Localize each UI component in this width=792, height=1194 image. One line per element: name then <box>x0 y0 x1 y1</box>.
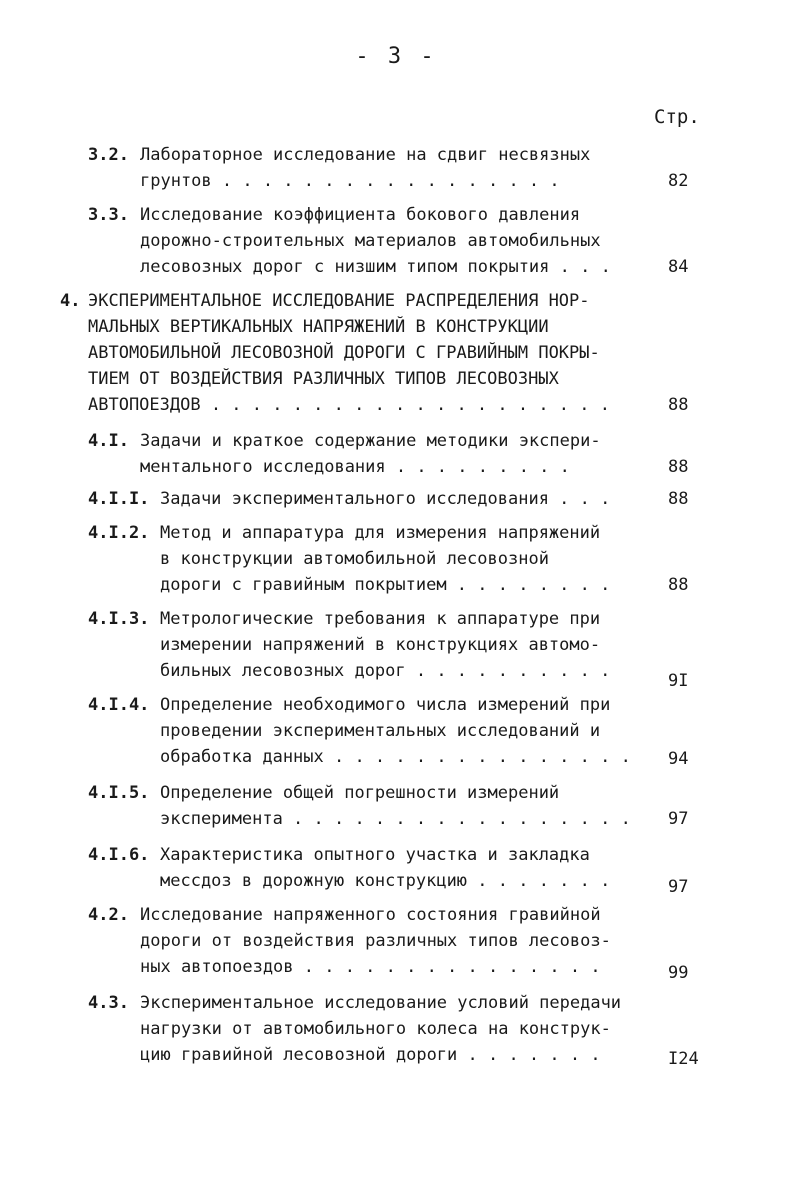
toc-entry <box>88 692 689 770</box>
toc-entry-title: Определение общей погрешности измерений <box>160 783 560 803</box>
toc-entry <box>60 288 689 418</box>
toc-entry-page: 88 <box>668 395 689 415</box>
toc-entry-title: нагрузки от автомобильного колеса на конструк- <box>140 1019 611 1039</box>
toc-entry-title: грунтов . . . . . . . . . . . . . . . . . <box>140 171 560 191</box>
toc-entry-number: 4.I.I. <box>88 489 150 509</box>
toc-entry-number: 4.3. <box>88 993 129 1013</box>
toc-entry <box>88 780 689 832</box>
toc-entry-title: дорожно-строительных материалов автомобильных <box>140 231 601 251</box>
toc-entry-number: 4.I. <box>88 431 129 451</box>
toc-entry-number: 4.I.4. <box>88 695 150 715</box>
toc-entry-number: 4.I.2. <box>88 523 150 543</box>
toc-entry <box>88 902 689 983</box>
toc-entry-title: Лабораторное исследование на сдвиг несвязных <box>140 145 591 165</box>
toc-entry-title: Метрологические требования к аппаратуре при <box>160 609 601 629</box>
toc-entry-title: Определение необходимого числа измерений при <box>160 695 611 715</box>
toc-entry-title: ментального исследования . . . . . . . . . <box>140 457 570 477</box>
toc-entry-title: эксперимента . . . . . . . . . . . . . . . . . <box>160 809 631 829</box>
toc-entry-number: 3.2. <box>88 145 129 165</box>
toc-entry <box>88 990 699 1069</box>
toc-entry <box>88 486 689 512</box>
toc-entry-title: Исследование напряженного состояния гравийной <box>140 905 601 925</box>
toc-entry-title: бильных лесовозных дорог . . . . . . . . . . <box>160 661 611 681</box>
toc-entry <box>88 606 689 691</box>
toc-entry-title: Метод и аппаратура для измерения напряжений <box>160 523 601 543</box>
toc-entry-number: 4.I.6. <box>88 845 150 865</box>
toc-entry-title: Характеристика опытного участка и закладка <box>160 845 590 865</box>
page-number: - 3 - <box>355 44 437 69</box>
toc-entry-title: мессдоз в дорожную конструкцию . . . . . . . <box>160 871 611 891</box>
toc-entry-page: 88 <box>668 489 689 509</box>
toc-entry-page: 97 <box>668 809 689 829</box>
toc-entry-title: АВТОМОБИЛЬНОЙ ЛЕСОВОЗНОЙ ДОРОГИ С ГРАВИЙНЫМ ПОКРЫ- <box>88 343 600 363</box>
toc-entry-number: 4.I.5. <box>88 783 150 803</box>
toc-entry-title: Исследование коэффициента бокового давления <box>140 205 581 225</box>
toc-entry-title: МАЛЬНЫХ ВЕРТИКАЛЬНЫХ НАПРЯЖЕНИЙ В КОНСТРУКЦИИ <box>88 317 549 337</box>
toc-entry <box>88 428 689 480</box>
toc-entry-page: 99 <box>668 963 689 983</box>
toc-entry-page: 88 <box>668 575 689 595</box>
toc-entry-title: ных автопоездов . . . . . . . . . . . . . . . <box>140 957 601 977</box>
toc-entry-number: 3.3. <box>88 205 129 225</box>
toc-entry-page: 9I <box>668 671 689 691</box>
toc-entry-title: АВТОПОЕЗДОВ . . . . . . . . . . . . . . . . . . . . <box>88 395 610 415</box>
toc-entry-title: Задачи и краткое содержание методики экспери- <box>140 431 601 451</box>
toc-entry <box>88 142 689 194</box>
page-column-header: Стр. <box>654 106 700 128</box>
toc-entry-title: обработка данных . . . . . . . . . . . . . . . <box>160 747 631 767</box>
toc-entry-page: 97 <box>668 877 689 897</box>
toc-entry-title: Экспериментальное исследование условий передачи <box>140 993 622 1013</box>
toc-entry-number: 4. <box>60 291 81 311</box>
toc-entry-title: измерении напряжений в конструкциях автомо- <box>160 635 601 655</box>
toc-entry-title: Задачи экспериментального исследования . . . <box>160 489 611 509</box>
toc-entry-title: цию гравийной лесовозной дороги . . . . . . . <box>140 1045 601 1065</box>
toc-entry-page: 84 <box>668 257 689 277</box>
toc-entry-title: ТИЕМ ОТ ВОЗДЕЙСТВИЯ РАЗЛИЧНЫХ ТИПОВ ЛЕСОВОЗНЫХ <box>88 369 559 389</box>
toc-entry-page: 82 <box>668 171 689 191</box>
toc-entry-number: 4.I.3. <box>88 609 150 629</box>
toc-entry-page: I24 <box>668 1049 699 1069</box>
toc-entry-title: в конструкции автомобильной лесовозной <box>160 549 549 569</box>
toc-entry-page: 94 <box>668 749 689 769</box>
toc-entry-page: 88 <box>668 457 689 477</box>
toc-entry <box>88 842 689 897</box>
toc-entry-title: ЭКСПЕРИМЕНТАЛЬНОЕ ИССЛЕДОВАНИЕ РАСПРЕДЕЛЕНИЯ НОР- <box>88 291 590 311</box>
toc-entry-title: проведении экспериментальных исследований и <box>160 721 601 741</box>
toc-entry <box>88 520 689 598</box>
toc-entry-title: дороги с гравийным покрытием . . . . . . . . <box>160 575 611 595</box>
toc-entry <box>88 202 689 280</box>
toc-entry-number: 4.2. <box>88 905 129 925</box>
toc-entry-title: дороги от воздействия различных типов лесовоз- <box>140 931 611 951</box>
toc-entry-title: лесовозных дорог с низшим типом покрытия . . . <box>140 257 611 277</box>
